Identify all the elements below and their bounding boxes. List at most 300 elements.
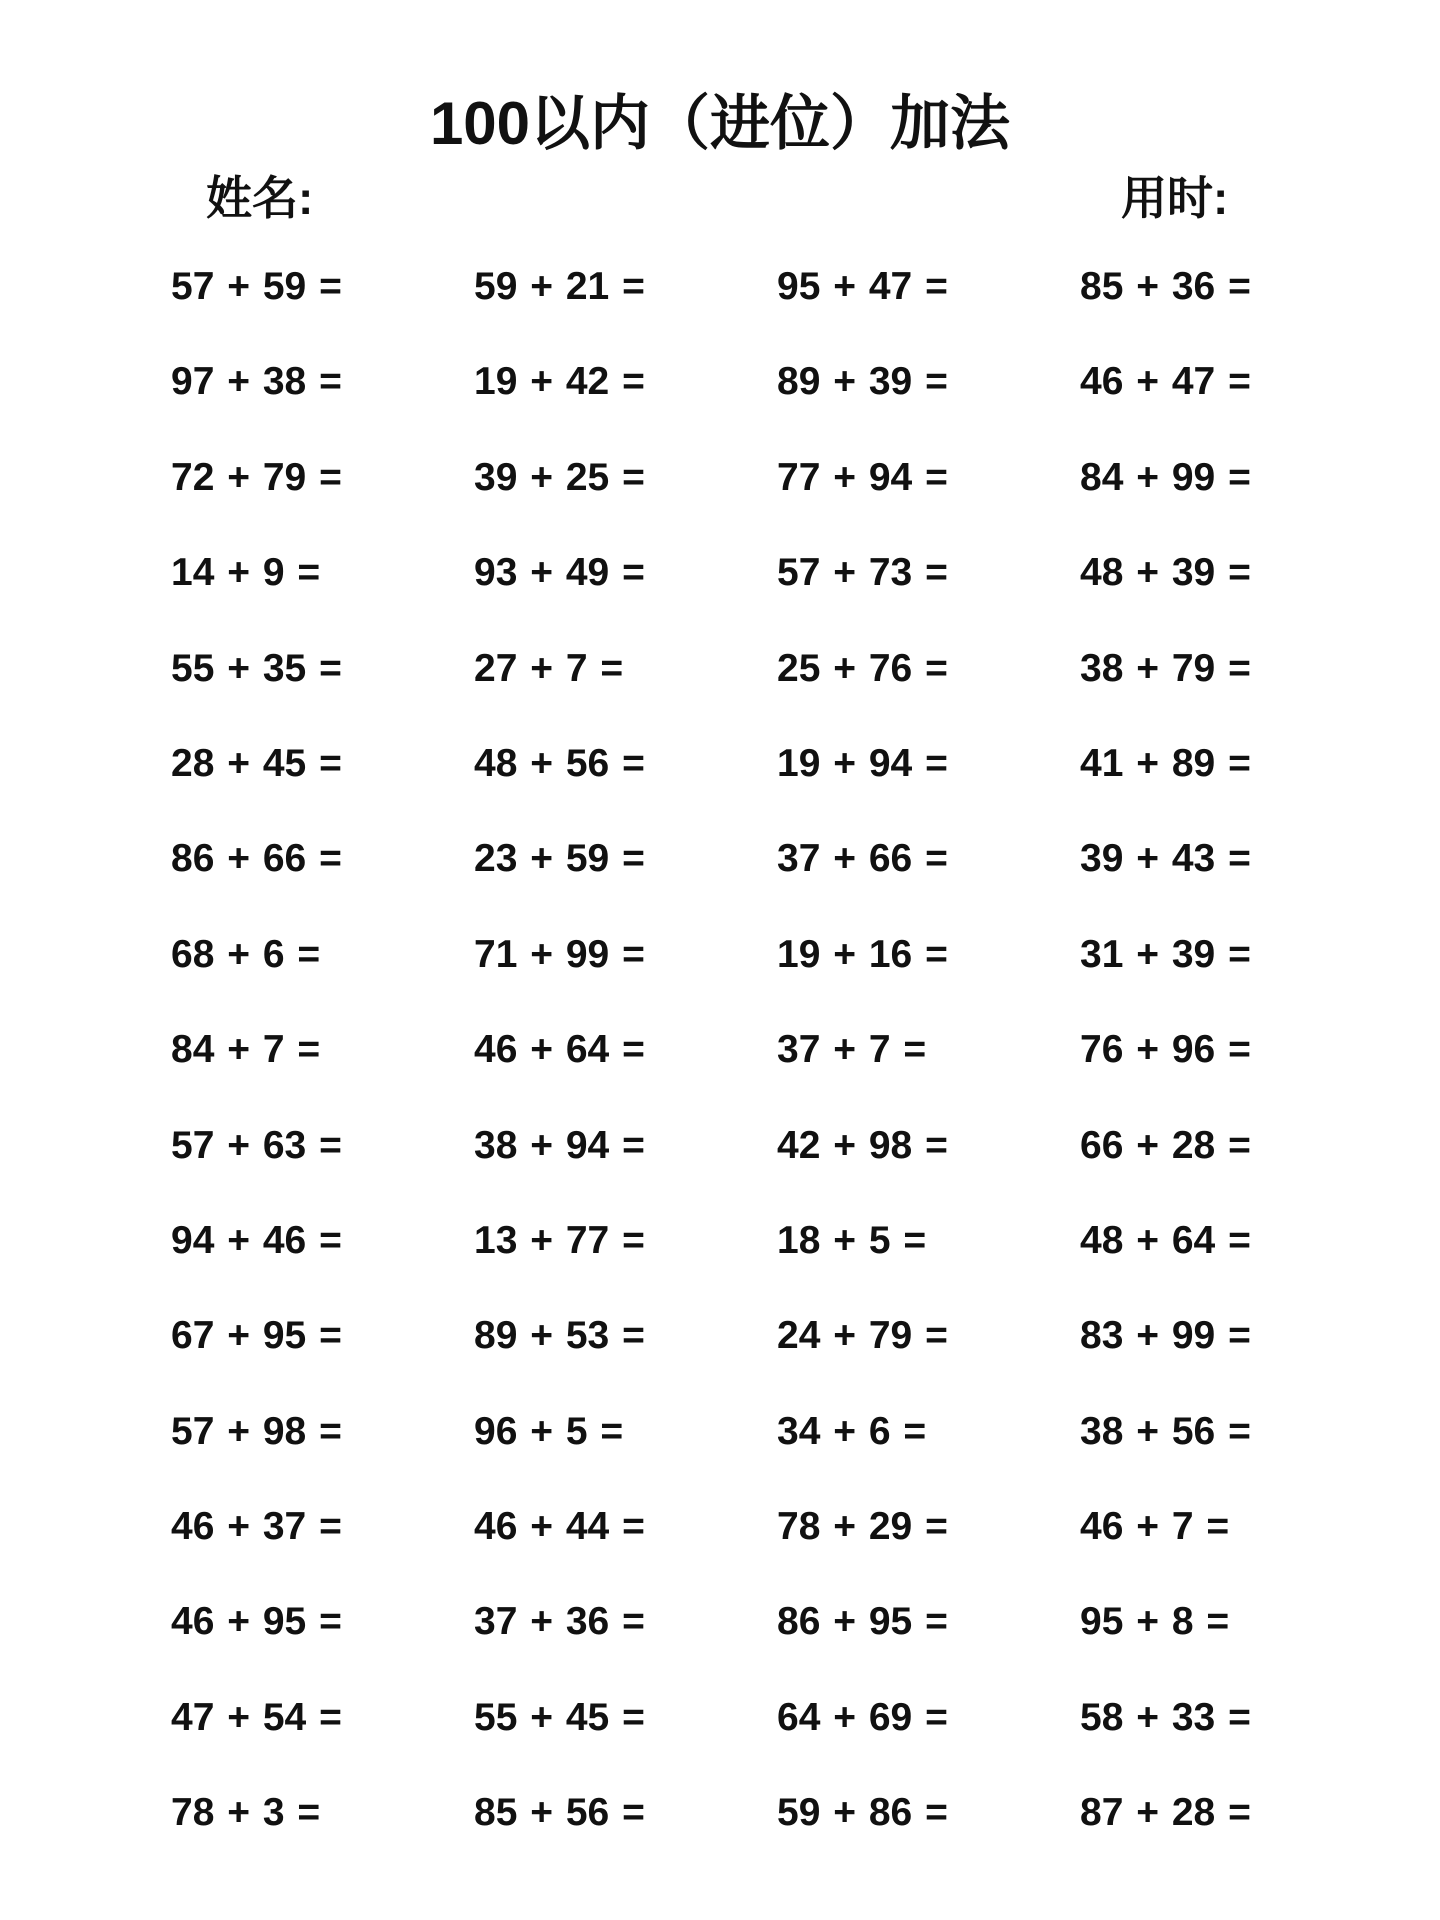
equals-sign: = bbox=[319, 646, 342, 690]
addend-a: 57 bbox=[171, 265, 215, 308]
equals-sign: = bbox=[600, 646, 624, 690]
equals-sign: = bbox=[1228, 455, 1251, 499]
plus-sign: + bbox=[227, 1695, 251, 1739]
equals-sign: = bbox=[622, 1218, 645, 1262]
addend-b: 5 bbox=[565, 1409, 588, 1453]
addition-problem bbox=[777, 525, 948, 620]
addend-a: 64 bbox=[777, 1695, 821, 1739]
addition-problem bbox=[777, 239, 948, 334]
equals-sign: = bbox=[319, 360, 342, 404]
equals-sign: = bbox=[622, 1695, 645, 1739]
addition-problem bbox=[171, 1193, 342, 1288]
addend-a: 55 bbox=[474, 1695, 518, 1739]
equals-sign: = bbox=[319, 455, 342, 499]
problem-row bbox=[0, 1098, 1440, 1193]
addend-b: 47 bbox=[1171, 360, 1216, 404]
equals-sign: = bbox=[622, 1028, 645, 1072]
addend-a: 37 bbox=[777, 837, 821, 881]
plus-sign: + bbox=[227, 551, 251, 595]
equals-sign: = bbox=[622, 932, 645, 976]
equals-sign: = bbox=[1228, 265, 1251, 308]
addend-b: 37 bbox=[262, 1505, 307, 1549]
addition-problem bbox=[474, 716, 645, 811]
addend-a: 23 bbox=[474, 837, 518, 881]
addend-b: 79 bbox=[262, 455, 307, 499]
equals-sign: = bbox=[622, 1505, 645, 1549]
addition-problem bbox=[474, 907, 645, 1002]
equals-sign: = bbox=[925, 837, 948, 881]
addition-problem bbox=[474, 1574, 645, 1669]
plus-sign: + bbox=[833, 1314, 857, 1358]
plus-sign: + bbox=[530, 1218, 554, 1262]
addend-b: 59 bbox=[565, 837, 610, 881]
addend-b: 54 bbox=[262, 1695, 307, 1739]
addition-problem bbox=[1080, 1098, 1251, 1193]
addition-problem bbox=[171, 334, 342, 429]
addition-problem bbox=[474, 1002, 645, 1097]
equals-sign: = bbox=[903, 1409, 927, 1453]
addition-problem bbox=[1080, 716, 1251, 811]
addend-b: 38 bbox=[262, 360, 307, 404]
plus-sign: + bbox=[1136, 265, 1160, 308]
problem-row bbox=[0, 1574, 1440, 1669]
addend-a: 95 bbox=[1080, 1600, 1124, 1644]
addition-problem bbox=[1080, 1193, 1251, 1288]
addition-problem bbox=[1080, 525, 1251, 620]
plus-sign: + bbox=[1136, 932, 1160, 976]
addend-b: 39 bbox=[868, 360, 913, 404]
addend-b: 99 bbox=[565, 932, 610, 976]
plus-sign: + bbox=[1136, 551, 1160, 595]
addition-problem bbox=[777, 716, 948, 811]
problem-row bbox=[0, 811, 1440, 906]
addend-a: 39 bbox=[1080, 837, 1124, 881]
addition-problem bbox=[777, 1288, 948, 1383]
equals-sign: = bbox=[1228, 646, 1251, 690]
equals-sign: = bbox=[622, 1600, 645, 1644]
plus-sign: + bbox=[227, 932, 251, 976]
addend-a: 25 bbox=[777, 646, 821, 690]
addend-b: 45 bbox=[262, 741, 307, 785]
addend-a: 84 bbox=[1080, 455, 1124, 499]
addend-b: 98 bbox=[868, 1123, 913, 1167]
plus-sign: + bbox=[833, 1695, 857, 1739]
addition-problem bbox=[777, 430, 948, 525]
addend-b: 98 bbox=[262, 1409, 307, 1453]
addition-problem bbox=[1080, 811, 1251, 906]
addend-a: 39 bbox=[474, 455, 518, 499]
equals-sign: = bbox=[1228, 1028, 1251, 1072]
plus-sign: + bbox=[833, 1218, 857, 1262]
addition-problem bbox=[777, 1002, 926, 1097]
addition-problem bbox=[171, 1288, 342, 1383]
addition-problem bbox=[171, 1479, 342, 1574]
addition-problem bbox=[1080, 430, 1251, 525]
addend-a: 59 bbox=[777, 1791, 821, 1835]
plus-sign: + bbox=[833, 360, 857, 404]
equals-sign: = bbox=[1228, 1123, 1251, 1167]
addend-a: 42 bbox=[777, 1123, 821, 1167]
addend-b: 59 bbox=[262, 265, 307, 308]
addend-a: 94 bbox=[171, 1218, 215, 1262]
worksheet-title: 100以内（进位）加法 bbox=[429, 90, 1011, 157]
addition-problem bbox=[1080, 907, 1251, 1002]
plus-sign: + bbox=[530, 1123, 554, 1167]
equals-sign: = bbox=[622, 1123, 645, 1167]
addition-problem bbox=[1080, 1288, 1251, 1383]
addend-b: 28 bbox=[1171, 1791, 1216, 1835]
addition-problem bbox=[171, 1098, 342, 1193]
plus-sign: + bbox=[833, 1028, 857, 1072]
equals-sign: = bbox=[1228, 741, 1251, 785]
addend-b: 66 bbox=[262, 837, 307, 881]
addition-problem bbox=[1080, 621, 1251, 716]
addition-problem bbox=[171, 1765, 320, 1860]
addend-b: 94 bbox=[868, 455, 913, 499]
equals-sign: = bbox=[1228, 1218, 1251, 1262]
addend-b: 53 bbox=[565, 1314, 610, 1358]
addition-problem bbox=[777, 334, 948, 429]
addition-problem bbox=[474, 334, 645, 429]
equals-sign: = bbox=[622, 1314, 645, 1358]
addition-problem bbox=[171, 907, 320, 1002]
equals-sign: = bbox=[925, 360, 948, 404]
addend-b: 69 bbox=[868, 1695, 913, 1739]
addition-problem bbox=[777, 907, 948, 1002]
addend-b: 5 bbox=[868, 1218, 891, 1262]
addend-b: 94 bbox=[868, 741, 913, 785]
addend-b: 95 bbox=[868, 1600, 913, 1644]
addend-a: 57 bbox=[171, 1123, 215, 1167]
plus-sign: + bbox=[1136, 1505, 1160, 1549]
addend-b: 21 bbox=[565, 265, 610, 308]
addition-problem bbox=[1080, 1670, 1251, 1765]
plus-sign: + bbox=[1136, 1791, 1160, 1835]
equals-sign: = bbox=[1228, 551, 1251, 595]
addend-a: 19 bbox=[777, 932, 821, 976]
addend-b: 6 bbox=[262, 932, 285, 976]
plus-sign: + bbox=[1136, 837, 1160, 881]
addition-problem bbox=[171, 621, 342, 716]
plus-sign: + bbox=[833, 1123, 857, 1167]
addend-a: 57 bbox=[777, 551, 821, 595]
addition-problem bbox=[171, 1574, 342, 1669]
addend-a: 38 bbox=[1080, 1409, 1124, 1453]
addition-problem bbox=[474, 1765, 645, 1860]
plus-sign: + bbox=[530, 1695, 554, 1739]
addend-b: 49 bbox=[565, 551, 610, 595]
addition-problem bbox=[1080, 1384, 1251, 1479]
addend-a: 72 bbox=[171, 455, 215, 499]
plus-sign: + bbox=[1136, 360, 1160, 404]
addition-problem bbox=[474, 1384, 623, 1479]
equals-sign: = bbox=[925, 1695, 948, 1739]
equals-sign: = bbox=[600, 1409, 624, 1453]
plus-sign: + bbox=[1136, 1123, 1160, 1167]
plus-sign: + bbox=[227, 1218, 251, 1262]
addition-problem bbox=[1080, 1479, 1229, 1574]
addition-problem bbox=[1080, 1002, 1251, 1097]
problem-row bbox=[0, 1479, 1440, 1574]
equals-sign: = bbox=[925, 646, 948, 690]
equals-sign: = bbox=[925, 551, 948, 595]
equals-sign: = bbox=[1206, 1600, 1230, 1644]
addend-a: 97 bbox=[171, 360, 215, 404]
equals-sign: = bbox=[319, 1505, 342, 1549]
addition-problem bbox=[474, 811, 645, 906]
addend-b: 35 bbox=[262, 646, 307, 690]
plus-sign: + bbox=[1136, 646, 1160, 690]
plus-sign: + bbox=[1136, 1218, 1160, 1262]
addend-b: 47 bbox=[868, 265, 913, 308]
addition-problem bbox=[171, 239, 342, 334]
addend-a: 46 bbox=[171, 1505, 215, 1549]
problem-row bbox=[0, 907, 1440, 1002]
addition-problem bbox=[777, 1098, 948, 1193]
plus-sign: + bbox=[227, 1600, 251, 1644]
plus-sign: + bbox=[530, 265, 554, 308]
equals-sign: = bbox=[1228, 837, 1251, 881]
problem-row bbox=[0, 1193, 1440, 1288]
plus-sign: + bbox=[227, 837, 251, 881]
addend-b: 3 bbox=[262, 1791, 285, 1835]
equals-sign: = bbox=[297, 1028, 321, 1072]
plus-sign: + bbox=[530, 1600, 554, 1644]
plus-sign: + bbox=[227, 1409, 251, 1453]
plus-sign: + bbox=[530, 837, 554, 881]
addend-a: 46 bbox=[1080, 1505, 1124, 1549]
plus-sign: + bbox=[833, 932, 857, 976]
plus-sign: + bbox=[833, 837, 857, 881]
addend-b: 86 bbox=[868, 1791, 913, 1835]
equals-sign: = bbox=[297, 932, 321, 976]
addition-problem bbox=[171, 716, 342, 811]
equals-sign: = bbox=[319, 265, 342, 308]
problem-row bbox=[0, 239, 1440, 334]
addend-b: 56 bbox=[565, 741, 610, 785]
addend-b: 45 bbox=[565, 1695, 610, 1739]
addend-b: 95 bbox=[262, 1600, 307, 1644]
addend-b: 94 bbox=[565, 1123, 610, 1167]
addend-b: 7 bbox=[868, 1028, 891, 1072]
addend-b: 76 bbox=[868, 646, 913, 690]
equals-sign: = bbox=[903, 1218, 927, 1262]
addition-problem bbox=[171, 1002, 320, 1097]
addend-b: 95 bbox=[262, 1314, 307, 1358]
equals-sign: = bbox=[925, 265, 948, 308]
problem-row bbox=[0, 430, 1440, 525]
equals-sign: = bbox=[925, 1123, 948, 1167]
plus-sign: + bbox=[530, 1314, 554, 1358]
addend-a: 14 bbox=[171, 551, 215, 595]
addition-problem bbox=[474, 1288, 645, 1383]
plus-sign: + bbox=[1136, 1314, 1160, 1358]
addend-b: 66 bbox=[868, 837, 913, 881]
addend-a: 85 bbox=[474, 1791, 518, 1835]
equals-sign: = bbox=[1228, 932, 1251, 976]
addend-b: 7 bbox=[262, 1028, 285, 1072]
plus-sign: + bbox=[227, 265, 251, 308]
equals-sign: = bbox=[622, 265, 645, 308]
equals-sign: = bbox=[622, 551, 645, 595]
addend-a: 86 bbox=[171, 837, 215, 881]
addend-a: 41 bbox=[1080, 741, 1124, 785]
plus-sign: + bbox=[227, 1314, 251, 1358]
plus-sign: + bbox=[833, 265, 857, 308]
equals-sign: = bbox=[925, 1505, 948, 1549]
plus-sign: + bbox=[227, 455, 251, 499]
plus-sign: + bbox=[227, 360, 251, 404]
addend-a: 71 bbox=[474, 932, 518, 976]
plus-sign: + bbox=[530, 1791, 554, 1835]
plus-sign: + bbox=[530, 1409, 554, 1453]
addend-a: 89 bbox=[777, 360, 821, 404]
addend-b: 79 bbox=[1171, 646, 1216, 690]
addend-a: 78 bbox=[171, 1791, 215, 1835]
plus-sign: + bbox=[530, 646, 554, 690]
addend-b: 96 bbox=[1171, 1028, 1216, 1072]
problem-row bbox=[0, 1288, 1440, 1383]
addition-problem bbox=[777, 621, 948, 716]
addend-a: 48 bbox=[1080, 1218, 1124, 1262]
addend-a: 84 bbox=[171, 1028, 215, 1072]
addend-a: 18 bbox=[777, 1218, 821, 1262]
addition-problem bbox=[171, 1384, 342, 1479]
plus-sign: + bbox=[1136, 1600, 1160, 1644]
addend-a: 28 bbox=[171, 741, 215, 785]
plus-sign: + bbox=[1136, 741, 1160, 785]
addend-b: 7 bbox=[1171, 1505, 1194, 1549]
addend-b: 63 bbox=[262, 1123, 307, 1167]
addition-problem bbox=[1080, 1765, 1251, 1860]
plus-sign: + bbox=[1136, 1409, 1160, 1453]
plus-sign: + bbox=[530, 1028, 554, 1072]
addend-a: 27 bbox=[474, 646, 518, 690]
plus-sign: + bbox=[530, 1505, 554, 1549]
addition-problem bbox=[474, 1670, 645, 1765]
addend-b: 99 bbox=[1171, 455, 1216, 499]
equals-sign: = bbox=[319, 741, 342, 785]
addend-a: 87 bbox=[1080, 1791, 1124, 1835]
plus-sign: + bbox=[530, 360, 554, 404]
addition-problem bbox=[474, 430, 645, 525]
addend-b: 43 bbox=[1171, 837, 1216, 881]
addend-a: 19 bbox=[474, 360, 518, 404]
addend-a: 48 bbox=[1080, 551, 1124, 595]
addend-a: 83 bbox=[1080, 1314, 1124, 1358]
equals-sign: = bbox=[1228, 360, 1251, 404]
addend-a: 31 bbox=[1080, 932, 1124, 976]
addend-a: 86 bbox=[777, 1600, 821, 1644]
addend-b: 89 bbox=[1171, 741, 1216, 785]
plus-sign: + bbox=[227, 1505, 251, 1549]
addend-b: 8 bbox=[1171, 1600, 1194, 1644]
addend-a: 37 bbox=[474, 1600, 518, 1644]
addend-b: 16 bbox=[868, 932, 913, 976]
addend-b: 9 bbox=[262, 551, 285, 595]
problem-row bbox=[0, 525, 1440, 620]
addition-problem bbox=[777, 1574, 948, 1669]
plus-sign: + bbox=[1136, 1695, 1160, 1739]
problem-row bbox=[0, 1384, 1440, 1479]
problem-row bbox=[0, 1670, 1440, 1765]
addition-problem bbox=[777, 1670, 948, 1765]
addend-a: 19 bbox=[777, 741, 821, 785]
addend-a: 66 bbox=[1080, 1123, 1124, 1167]
addend-a: 38 bbox=[1080, 646, 1124, 690]
equals-sign: = bbox=[319, 837, 342, 881]
plus-sign: + bbox=[530, 551, 554, 595]
addend-b: 28 bbox=[1171, 1123, 1216, 1167]
addition-problem bbox=[474, 1479, 645, 1574]
addend-b: 42 bbox=[565, 360, 610, 404]
addend-b: 46 bbox=[262, 1218, 307, 1262]
addition-problem bbox=[777, 1479, 948, 1574]
addition-problem bbox=[474, 1193, 645, 1288]
problem-row bbox=[0, 716, 1440, 811]
problem-row bbox=[0, 1002, 1440, 1097]
addend-b: 36 bbox=[1171, 265, 1216, 308]
addition-problem bbox=[474, 525, 645, 620]
plus-sign: + bbox=[1136, 455, 1160, 499]
addend-a: 58 bbox=[1080, 1695, 1124, 1739]
plus-sign: + bbox=[530, 741, 554, 785]
problem-grid bbox=[0, 239, 1440, 1861]
addend-a: 34 bbox=[777, 1409, 821, 1453]
addend-a: 38 bbox=[474, 1123, 518, 1167]
addend-b: 64 bbox=[565, 1028, 610, 1072]
addition-problem bbox=[777, 1384, 926, 1479]
addend-a: 77 bbox=[777, 455, 821, 499]
plus-sign: + bbox=[530, 932, 554, 976]
addend-a: 76 bbox=[1080, 1028, 1124, 1072]
addend-b: 44 bbox=[565, 1505, 610, 1549]
equals-sign: = bbox=[622, 837, 645, 881]
equals-sign: = bbox=[903, 1028, 927, 1072]
problem-row bbox=[0, 1765, 1440, 1860]
plus-sign: + bbox=[227, 741, 251, 785]
plus-sign: + bbox=[833, 646, 857, 690]
addend-b: 64 bbox=[1171, 1218, 1216, 1262]
addend-a: 47 bbox=[171, 1695, 215, 1739]
addend-a: 46 bbox=[171, 1600, 215, 1644]
equals-sign: = bbox=[1206, 1505, 1230, 1549]
addition-problem bbox=[777, 1193, 926, 1288]
plus-sign: + bbox=[833, 1409, 857, 1453]
plus-sign: + bbox=[227, 1123, 251, 1167]
plus-sign: + bbox=[833, 1791, 857, 1835]
addend-a: 93 bbox=[474, 551, 518, 595]
equals-sign: = bbox=[622, 741, 645, 785]
addend-a: 37 bbox=[777, 1028, 821, 1072]
addend-a: 48 bbox=[474, 741, 518, 785]
addend-b: 77 bbox=[565, 1218, 610, 1262]
addend-a: 59 bbox=[474, 265, 518, 308]
addition-problem bbox=[171, 525, 320, 620]
equals-sign: = bbox=[925, 1791, 948, 1835]
equals-sign: = bbox=[297, 551, 321, 595]
equals-sign: = bbox=[319, 1600, 342, 1644]
equals-sign: = bbox=[622, 1791, 645, 1835]
equals-sign: = bbox=[622, 360, 645, 404]
addend-a: 95 bbox=[777, 265, 821, 308]
addend-b: 56 bbox=[1171, 1409, 1216, 1453]
time-label: 用时: bbox=[1121, 172, 1229, 224]
equals-sign: = bbox=[925, 741, 948, 785]
plus-sign: + bbox=[227, 1791, 251, 1835]
addend-a: 55 bbox=[171, 646, 215, 690]
plus-sign: + bbox=[833, 455, 857, 499]
